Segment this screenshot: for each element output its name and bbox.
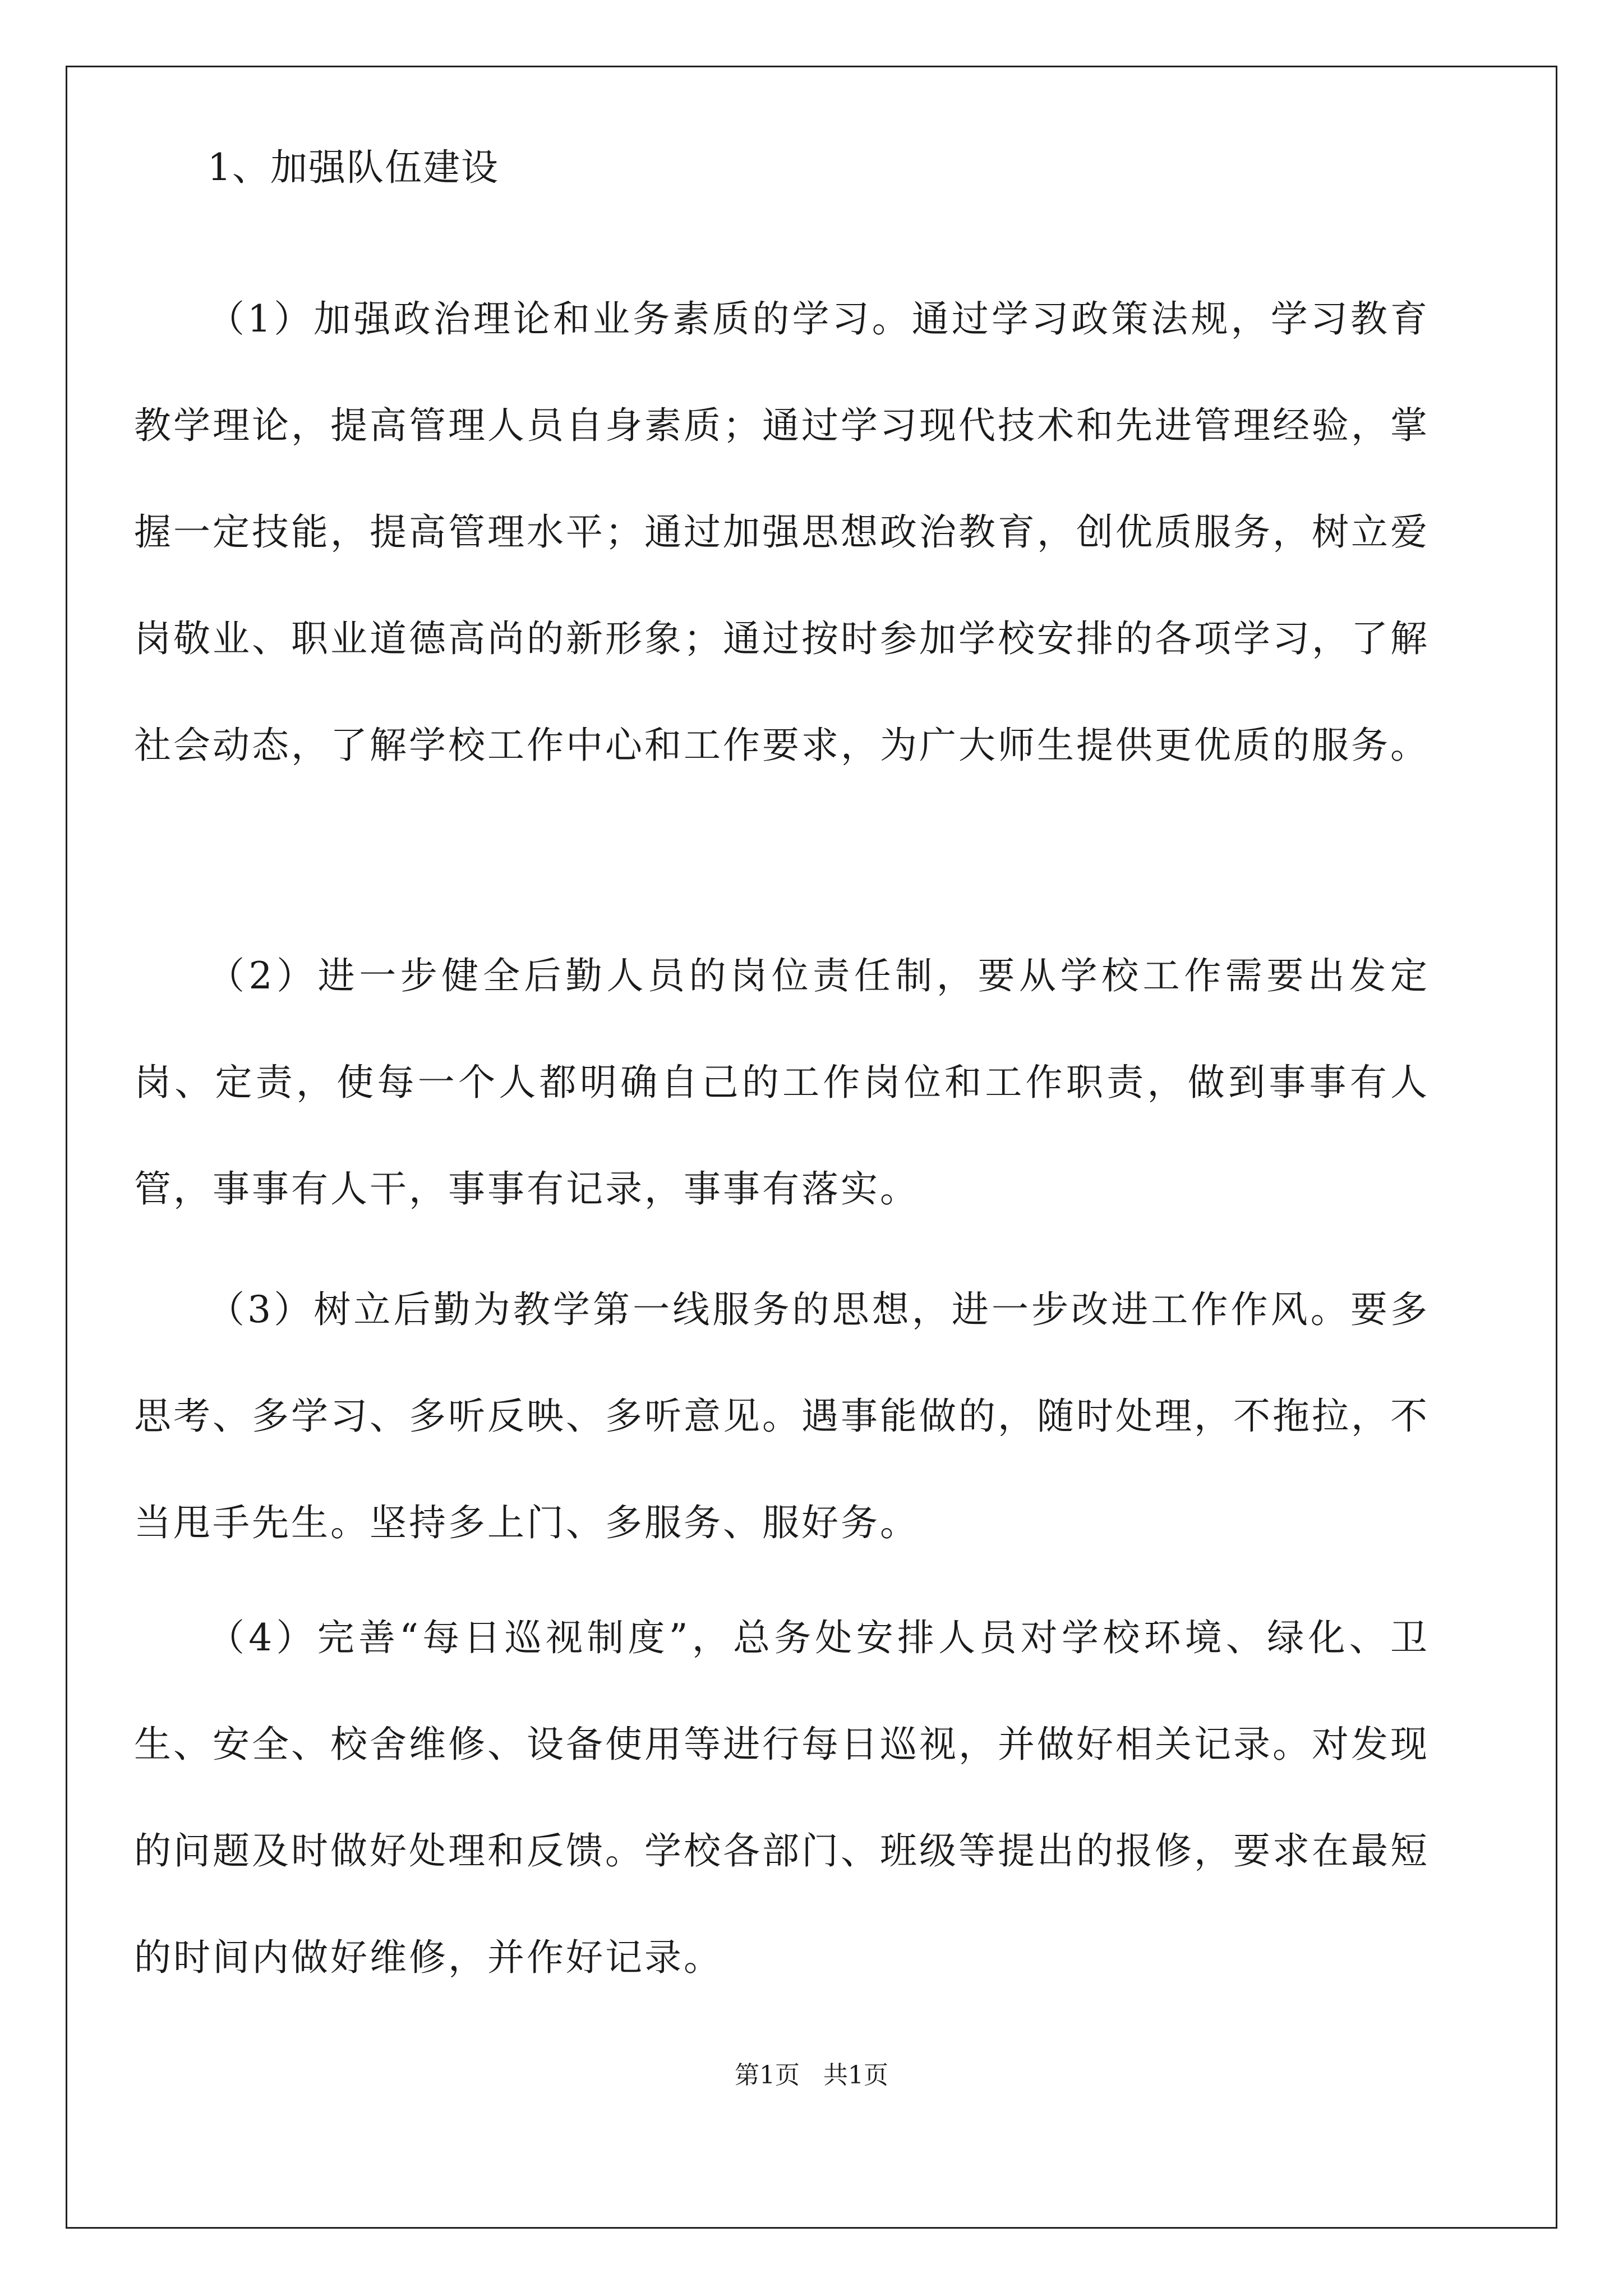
paragraph-3: （3）树立后勤为教学第一线服务的思想，进一步改进工作作风。要多思考、多学习、多听反映、多听意见。遇事能做的，随时处理，不拖拉，不当甩手先生。坚持多上门、多服务、服好务。 xyxy=(134,1288,1430,1544)
paragraph-1: （1）加强政治理论和业务素质的学习。通过学习政策法规，学习教育教学理论，提高管理人员自身素质；通过学习现代技术和先进管理经验，掌握一定技能，提高管理水平；通过加强思想政治教育，创优质服务，树立爱岗敬业、职业道德高尚的新形象；通过按时参加学校安排的各项学习，了解社会动态，了解学校工作中心和工作要求，为广大师生提供更优质的服务。 xyxy=(134,297,1430,767)
paragraph-4: （4）完善“每日巡视制度”，总务处安排人员对学校环境、绿化、卫生、安全、校舍维修、设备使用等进行每日巡视，并做好相关记录。对发现的问题及时做好处理和反馈。学校各部门、班级等提出的报修，要求在最短的时间内做好维修，并作好记录。 xyxy=(134,1616,1430,1979)
paragraph-2: （2）进一步健全后勤人员的岗位责任制，要从学校工作需要出发定岗、定责，使每一个人都明确自己的工作岗位和工作职责，做到事事有人管，事事有人干，事事有记录，事事有落实。 xyxy=(134,954,1430,1211)
section-heading: 1、加强队伍建设 xyxy=(208,146,499,189)
page-footer: 第1页 共1页 xyxy=(735,2061,888,2090)
